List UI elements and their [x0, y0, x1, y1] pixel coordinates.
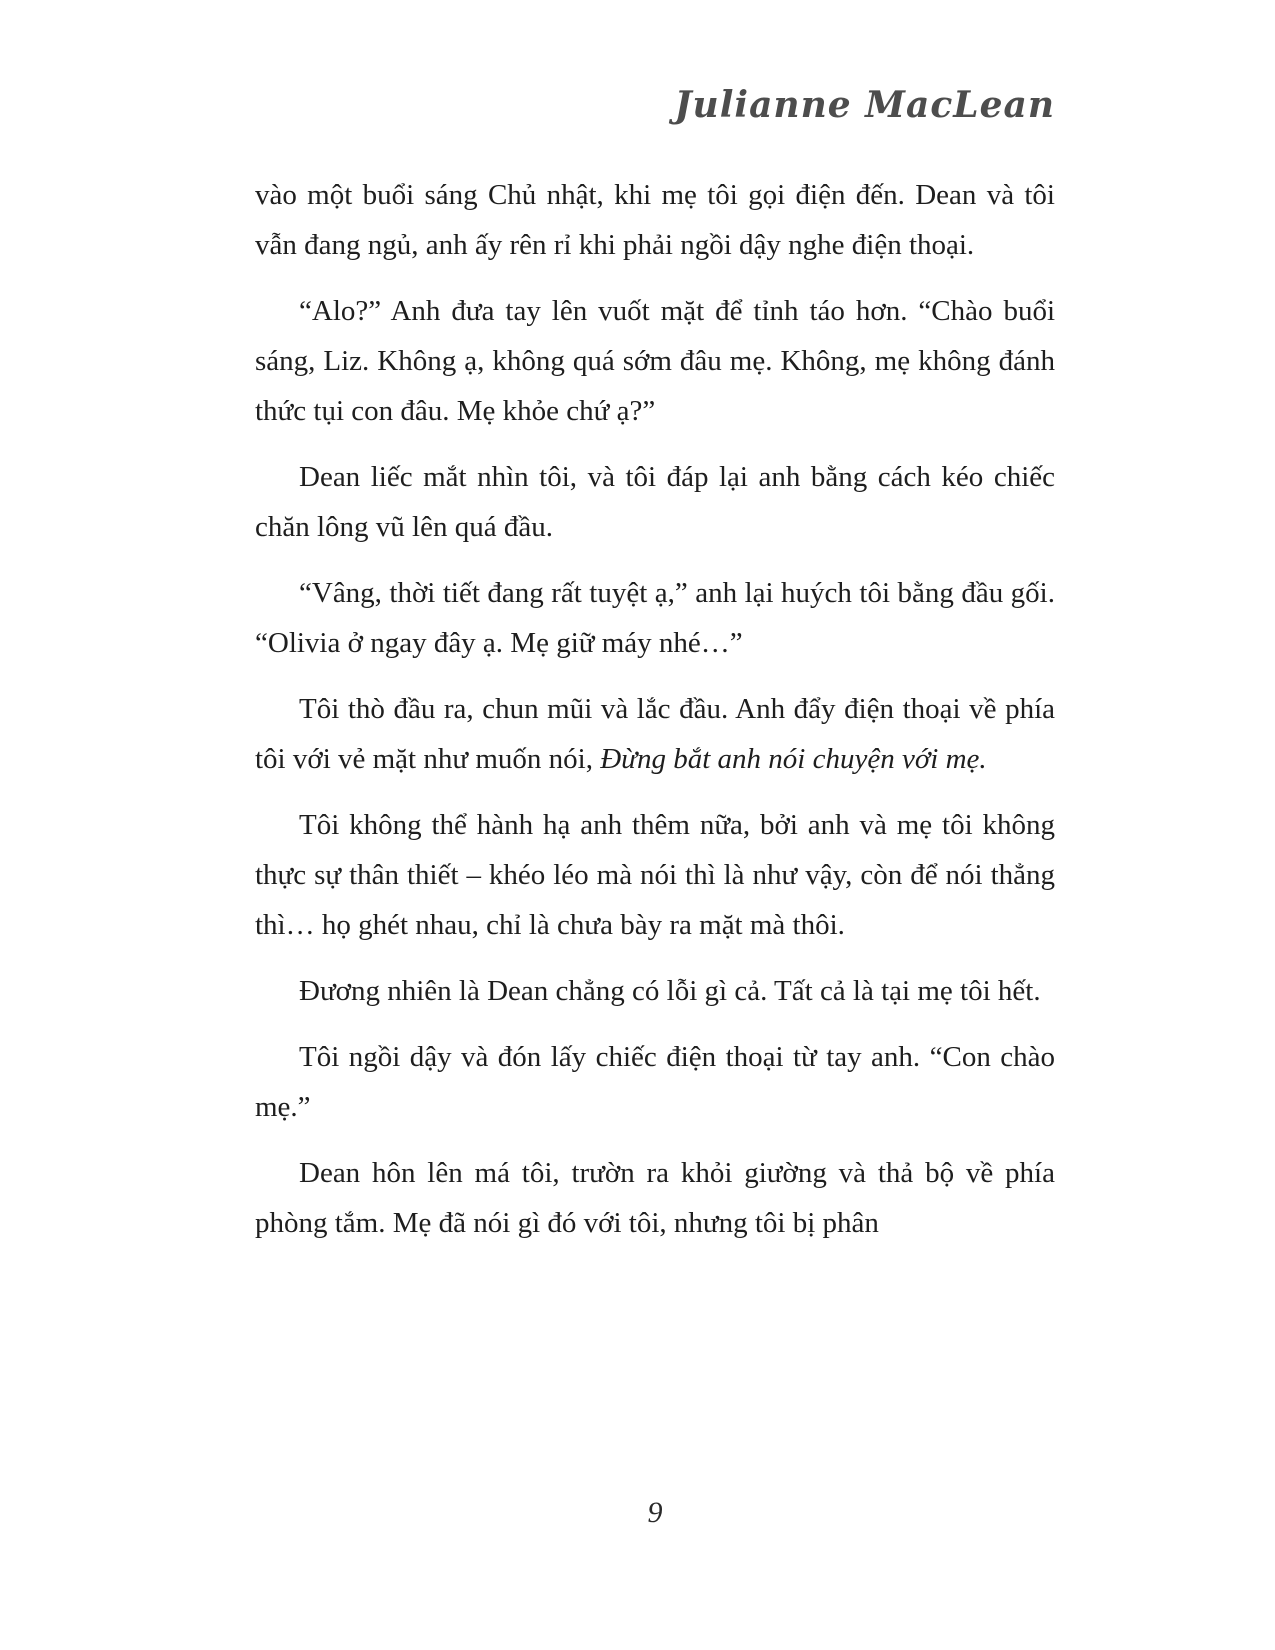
text-run: Dean hôn lên má tôi, trườn ra khỏi giường và thả bộ về phía phòng tắm. Mẹ đã nói gì đó với tôi, nhưng tôi bị phân [255, 1157, 1055, 1239]
paragraph [255, 800, 1055, 950]
paragraph [255, 1032, 1055, 1132]
text-run-italic: Đừng bắt anh nói chuyện với mẹ. [600, 743, 987, 775]
text-run: “Vâng, thời tiết đang rất tuyệt ạ,” anh lại huých tôi bằng đầu gối. “Olivia ở ngay đây ạ. Mẹ giữ máy nhé…” [255, 577, 1055, 659]
paragraph [255, 568, 1055, 668]
text-run: “Alo?” Anh đưa tay lên vuốt mặt để tỉnh táo hơn. “Chào buổi sáng, Liz. Không ạ, không quá sớm đâu mẹ. Không, mẹ không đánh thức tụi con đâu. Mẹ khỏe chứ ạ?” [255, 295, 1055, 427]
paragraph [255, 286, 1055, 436]
body-text [255, 170, 1055, 1264]
text-run: Tôi ngồi dậy và đón lấy chiếc điện thoại từ tay anh. “Con chào mẹ.” [255, 1041, 1055, 1123]
page-number: 9 [647, 1496, 663, 1529]
text-run: Dean liếc mắt nhìn tôi, và tôi đáp lại anh bằng cách kéo chiếc chăn lông vũ lên quá đầu. [255, 461, 1055, 543]
text-run: Đương nhiên là Dean chẳng có lỗi gì cả. Tất cả là tại mẹ tôi hết. [299, 975, 1041, 1007]
paragraph [255, 1148, 1055, 1248]
paragraph [255, 452, 1055, 552]
running-header-author: Julianne MacLean [674, 84, 1055, 126]
paragraph [255, 170, 1055, 270]
paragraph [255, 966, 1055, 1016]
text-run: Tôi không thể hành hạ anh thêm nữa, bởi anh và mẹ tôi không thực sự thân thiết – khéo léo mà nói thì là như vậy, còn để nói thẳng thì… họ ghét nhau, chỉ là chưa bày ra mặt mà thôi. [255, 809, 1055, 941]
paragraph [255, 684, 1055, 784]
text-run: Tôi thò đầu ra, chun mũi và lắc đầu. Anh đẩy điện thoại về phía tôi với vẻ mặt như muốn nói, [255, 693, 1055, 775]
text-run: vào một buổi sáng Chủ nhật, khi mẹ tôi gọi điện đến. Dean và tôi vẫn đang ngủ, anh ấy rên rỉ khi phải ngồi dậy nghe điện thoại. [255, 179, 1055, 261]
